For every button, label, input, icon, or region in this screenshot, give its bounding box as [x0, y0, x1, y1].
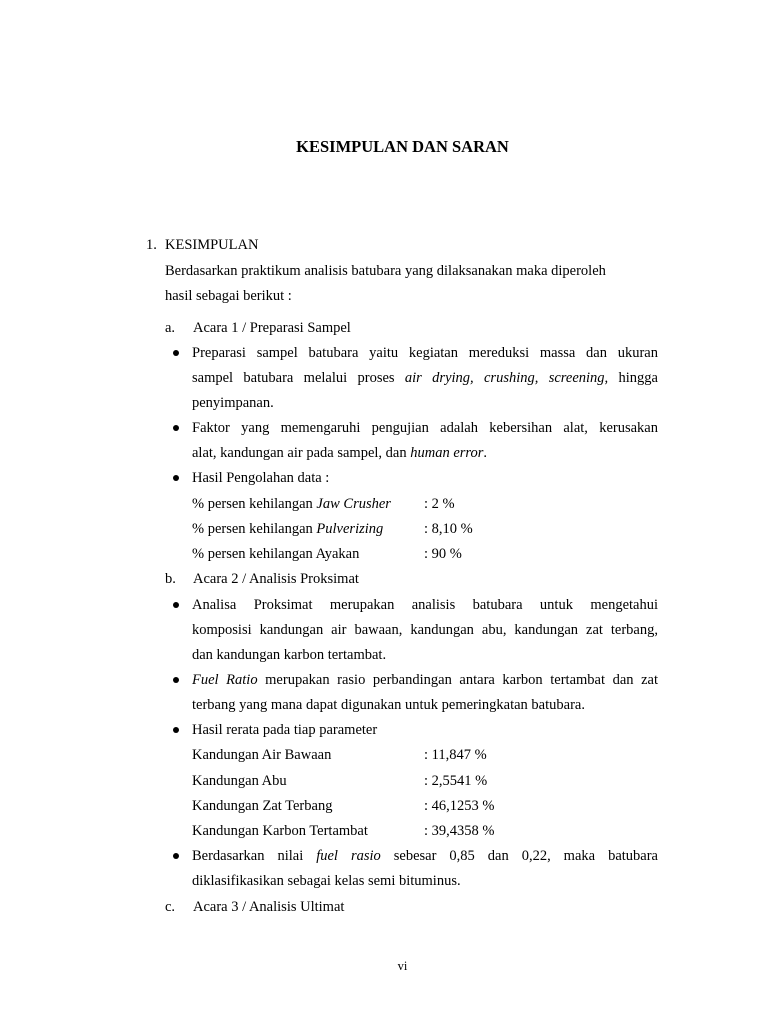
result-label: Kandungan Karbon Tertambat: [192, 823, 368, 839]
intro-line: hasil sebagai berikut :: [165, 288, 292, 304]
intro-line: Berdasarkan praktikum analisis batubara yang dilaksanakan maka diperoleh: [165, 263, 606, 279]
paragraph-line: sampel batubara melalui proses air drying, crushing, screening, hingga: [192, 370, 658, 386]
paragraph-line: penyimpanan.: [192, 395, 274, 411]
subsection-heading: Acara 1 / Preparasi Sampel: [193, 320, 351, 336]
paragraph-line: alat, kandungan air pada sampel, dan human error.: [192, 445, 488, 461]
bullet-icon: [173, 853, 179, 859]
result-value: : 46,1253 %: [424, 798, 495, 814]
paragraph-line: Preparasi sampel batubara yaitu kegiatan mereduksi massa dan ukuran: [192, 345, 658, 361]
section-number: 1.: [146, 237, 157, 253]
subsection-heading: Acara 3 / Analisis Ultimat: [193, 899, 345, 915]
result-value: : 2,5541 %: [424, 773, 488, 789]
paragraph-line: dan kandungan karbon tertambat.: [192, 647, 387, 663]
result-label: Kandungan Abu: [192, 773, 287, 789]
paragraph-line: Fuel Ratio merupakan rasio perbandingan antara karbon tertambat dan zat: [192, 672, 658, 688]
paragraph-line: Analisa Proksimat merupakan analisis batubara untuk mengetahui: [192, 597, 658, 613]
bullet-icon: [173, 602, 179, 608]
result-label: Kandungan Air Bawaan: [192, 747, 332, 763]
subsection-heading: Acara 2 / Analisis Proksimat: [193, 571, 359, 587]
list-letter: a.: [165, 320, 176, 336]
result-value: : 8,10 %: [424, 521, 473, 537]
result-label: Kandungan Zat Terbang: [192, 798, 333, 814]
paragraph-line: komposisi kandungan air bawaan, kandungan abu, kandungan zat terbang,: [192, 622, 658, 638]
bullet-icon: [173, 475, 179, 481]
paragraph-line: Hasil rerata pada tiap parameter: [192, 722, 378, 738]
result-label: % persen kehilangan Jaw Crusher: [192, 496, 391, 512]
result-label: % persen kehilangan Ayakan: [192, 546, 360, 562]
paragraph-line: terbang yang mana dapat digunakan untuk pemeringkatan batubara.: [192, 697, 585, 713]
bullet-icon: [173, 350, 179, 356]
result-value: : 39,4358 %: [424, 823, 495, 839]
paragraph-line: Hasil Pengolahan data :: [192, 470, 330, 486]
result-value: : 11,847 %: [424, 747, 487, 763]
page-number: vi: [397, 959, 408, 973]
list-letter: c.: [165, 899, 176, 915]
paragraph-line: Faktor yang memengaruhi pengujian adalah kebersihan alat, kerusakan: [192, 420, 658, 436]
result-label: % persen kehilangan Pulverizing: [192, 521, 384, 537]
bullet-icon: [173, 727, 179, 733]
paragraph-line: Berdasarkan nilai fuel rasio sebesar 0,85 dan 0,22, maka batubara: [192, 848, 658, 864]
paragraph-line: diklasifikasikan sebagai kelas semi bituminus.: [192, 873, 461, 889]
result-value: : 90 %: [424, 546, 462, 562]
result-value: : 2 %: [424, 496, 455, 512]
page-title: KESIMPULAN DAN SARAN: [296, 137, 509, 156]
section-heading: KESIMPULAN: [165, 237, 259, 253]
bullet-icon: [173, 425, 179, 431]
list-letter: b.: [165, 571, 176, 587]
bullet-icon: [173, 677, 179, 683]
